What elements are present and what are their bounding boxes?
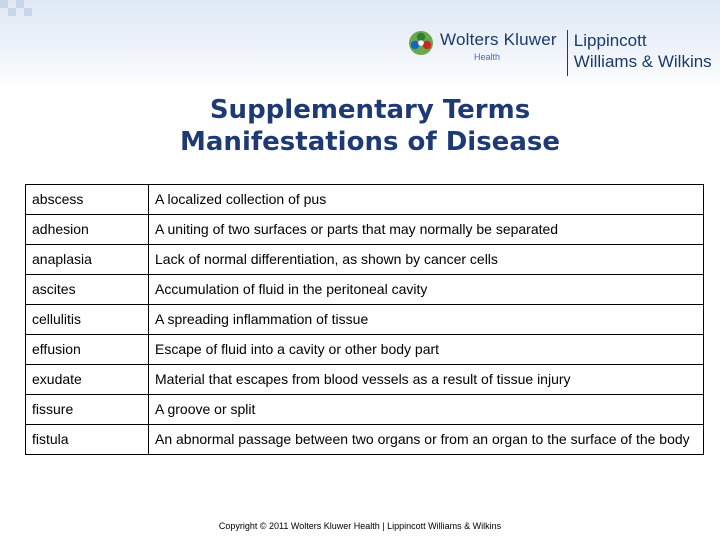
definition-cell: A uniting of two surfaces or parts that may normally be separated bbox=[149, 215, 704, 245]
table-row bbox=[26, 305, 704, 335]
table-row bbox=[26, 185, 704, 215]
wolters-kluwer-logo-icon bbox=[408, 30, 434, 56]
table-row bbox=[26, 245, 704, 275]
table-row bbox=[26, 335, 704, 365]
term-cell: effusion bbox=[26, 335, 149, 365]
definition-cell: Escape of fluid into a cavity or other body part bbox=[149, 335, 704, 365]
definition-cell: Lack of normal differentiation, as shown by cancer cells bbox=[149, 245, 704, 275]
brand-primary: Wolters Kluwer bbox=[440, 30, 557, 49]
term-cell: exudate bbox=[26, 365, 149, 395]
definition-cell: A groove or split bbox=[149, 395, 704, 425]
table-row bbox=[26, 395, 704, 425]
term-cell: anaplasia bbox=[26, 245, 149, 275]
terms-table bbox=[25, 184, 704, 455]
publisher-logo bbox=[408, 30, 712, 78]
definition-cell: A localized collection of pus bbox=[149, 185, 704, 215]
table-row bbox=[26, 215, 704, 245]
table-row bbox=[26, 275, 704, 305]
publisher-line1: Lippincott bbox=[573, 31, 647, 50]
publisher-line2: Williams & Wilkins bbox=[573, 52, 712, 71]
definition-cell: An abnormal passage between two organs or from an organ to the surface of the body bbox=[149, 425, 704, 455]
term-cell: abscess bbox=[26, 185, 149, 215]
definition-cell: A spreading inflammation of tissue bbox=[149, 305, 704, 335]
title-line1: Supplementary Terms bbox=[209, 95, 531, 125]
term-cell: cellulitis bbox=[26, 305, 149, 335]
term-cell: fissure bbox=[26, 395, 149, 425]
term-cell: adhesion bbox=[26, 215, 149, 245]
header-band bbox=[0, 0, 720, 90]
brand-secondary: Health bbox=[474, 52, 501, 62]
copyright-footer: Copyright © 2011 Wolters Kluwer Health | Lippincott Williams & Wilkins bbox=[218, 521, 502, 531]
definition-cell: Accumulation of fluid in the peritoneal cavity bbox=[149, 275, 704, 305]
page-title bbox=[0, 94, 720, 158]
corner-pattern bbox=[0, 0, 40, 20]
table-row bbox=[26, 425, 704, 455]
term-cell: ascites bbox=[26, 275, 149, 305]
term-cell: fistula bbox=[26, 425, 149, 455]
logo-divider bbox=[567, 30, 568, 76]
table-row bbox=[26, 365, 704, 395]
definition-cell: Material that escapes from blood vessels as a result of tissue injury bbox=[149, 365, 704, 395]
title-line2: Manifestations of Disease bbox=[180, 127, 560, 157]
